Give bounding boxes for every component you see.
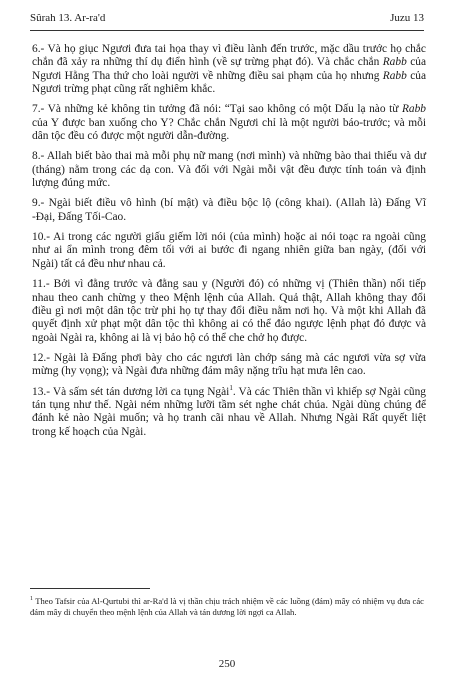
verse-text: 12.- Ngài là Đấng phơi bày cho các ngươi làn chớp sáng mà các ngươi vừa sợ vừa mừng (hy vọng); và Ngài đưa những đám mây nặng trĩu hạt mưa lên cao. [32, 351, 426, 378]
header-divider [30, 30, 424, 31]
verse-paragraph [32, 43, 426, 96]
verses-body [32, 43, 426, 446]
verse-text: 11.- Bởi vì đằng trước và đằng sau y (Người đó) có những vị (Thiên thần) nối tiếp nhau theo canh chừng y theo Mệnh lệnh của Allah. Quả thật, Allah không thay đổi điều gì nơi một dân tộc trừ phi họ tự thay đổi điều nằm nơi họ. Và một khi Allah đã quyết định xử phạt một dân tộc thì không ai có thể đảo ngược lệnh phạt đó được và ngoài Ngài ra, không ai là vị bảo hộ có thể che chở họ được. [32, 278, 426, 344]
verse-text: 9.- Ngài biết điều vô hình (bí mật) và điều bộc lộ (công khai). (Allah là) Đấng Vĩ -Đại, Đấng Tối-Cao. [32, 197, 426, 223]
verse-paragraph [32, 150, 426, 190]
italic-term: Rabb [382, 56, 407, 69]
footnote-divider [30, 588, 150, 589]
verse-paragraph [32, 103, 426, 143]
verse-text: 10.- Ai trong các người giấu giếm lời nói (của mình) hoặc ai nói toạc ra ngoài cũng như ai ẩn mình trong đêm tối với ai bước đi ngang nhiên giữa ban ngày, (đối với Ngài) tất cả đều như nhau cả. [32, 231, 426, 270]
footnote-text: Theo Tafsir của Al-Qurtubi thì ar-Ra'd là vị thần chịu trách nhiệm về các luồng (đám) mây có nhiệm vụ đưa các đám mây di chuyển theo mệnh lệnh của Allah và tán dương lời ngợi ca Allah. [30, 596, 424, 617]
header-juz-label: Juzu 13 [390, 12, 424, 24]
verse-text: của Ngươi Hằng Tha thứ cho loài người về những điều sai phạm của họ nhưng [32, 56, 426, 82]
verse-text: 7.- Và những kẻ không tin tưởng đã nói: “Tại sao không có một Dấu lạ nào từ [32, 103, 402, 116]
verse-text: của Ngươi trừng phạt cũng rất nghiêm khắc. [32, 69, 427, 96]
verse-paragraph [32, 278, 426, 345]
verse-text: của Y được ban xuống cho Y? Chắc chắn Ngươi chỉ là một người báo-trước; và mỗi dân tộc đều có được một người dẫn-đường. [32, 116, 426, 143]
verse-paragraph [32, 383, 426, 439]
page-number: 250 [218, 658, 236, 670]
verse-paragraph [32, 231, 426, 271]
verse-paragraph [32, 352, 426, 379]
verse-text: . Và các Thiên thần vì khiếp sợ Ngài cũng tán tụng như thế. Ngài ném những lưỡi tầm sét nghe chát chúa. Ngài dùng chúng để đánh kẻ nào Ngài muốn; và họ tranh cãi nhau về Allah. Nhưng Ngài Rất quyết liệt trong kế hoạch của Ngài. [32, 385, 426, 438]
verse-text: 6.- Và họ giục Ngươi đưa tai họa thay vì điều lành đến trước, mặc dầu trước họ chắc chắn đã xảy ra những thí dụ điển hình (về sự trừng phạt đó). Và chắc chắn [32, 43, 426, 69]
header-surah-title: Sûrah 13. Ar-ra'd [30, 12, 106, 24]
footnote-reference: 1 [229, 383, 233, 392]
running-header [30, 12, 424, 25]
italic-term: Rabb [401, 103, 426, 116]
verse-text: 8.- Allah biết bào thai mà mỗi phụ nữ mang (nơi mình) và những bào thai thiếu và dư (tháng) nằm trong các dạ con. Và đối với Ngài mỗi vật đều được tính toán và định lượng đúng mức. [32, 150, 426, 190]
verse-text: 13.- Và sấm sét tán dương lời ca tụng Ngài [32, 385, 230, 398]
verse-paragraph [32, 197, 426, 224]
footnote-marker: 1 [30, 596, 33, 603]
italic-term: Rabb [382, 69, 407, 82]
footnote [30, 596, 424, 618]
